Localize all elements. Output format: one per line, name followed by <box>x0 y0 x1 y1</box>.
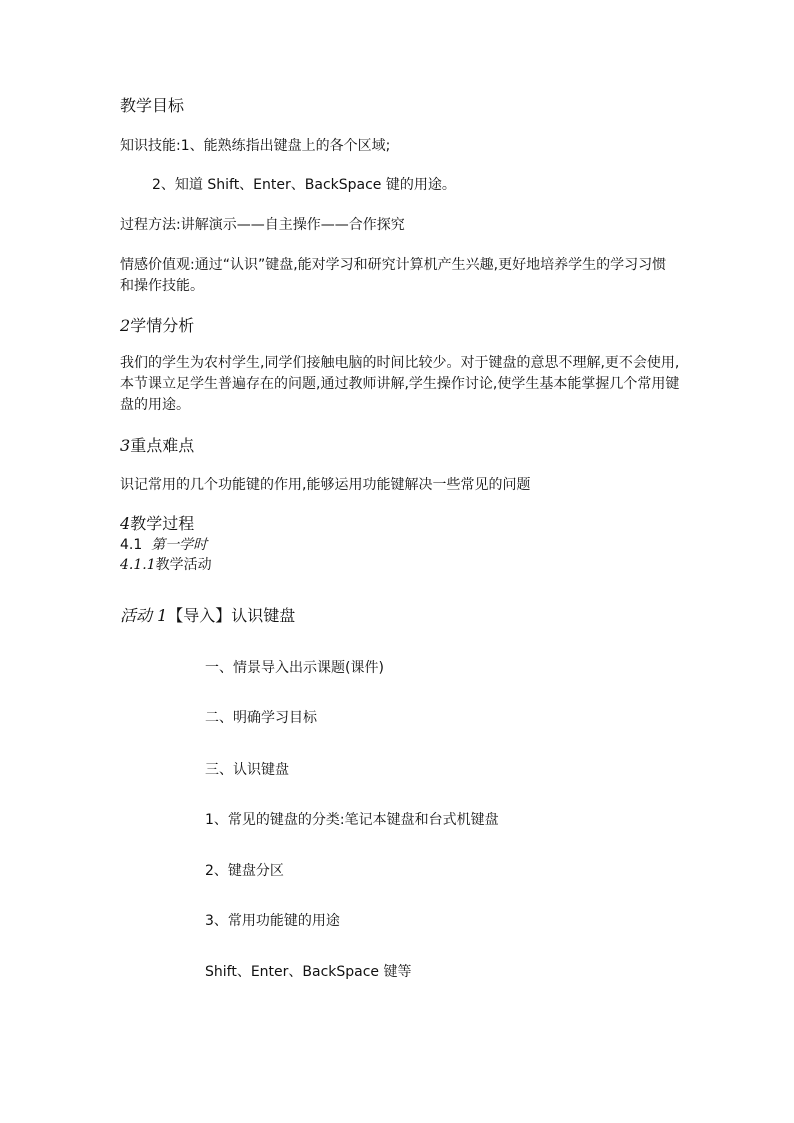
activity-prefix: 活动 1 <box>120 606 168 625</box>
section-number: 4 <box>120 514 131 533</box>
emotion-values-text: 情感价值观:通过“认识”键盘,能对学习和研究计算机产生兴趣,更好地培养学生的学习习惯和操作技能。 <box>120 257 667 294</box>
process-method-text: 过程方法:讲解演示——自主操作——合作探究 <box>120 217 405 233</box>
step-item: 二、明确学习目标 <box>205 710 317 726</box>
section-number: 3 <box>120 436 131 455</box>
step-item: 三、认识键盘 <box>205 762 289 778</box>
section-title: 学情分析 <box>130 316 195 335</box>
subsection-title: 教学活动 <box>155 557 212 573</box>
step-item: 3、常用功能键的用途 <box>205 913 340 929</box>
title-teaching-objectives: 教学目标 <box>120 96 185 115</box>
section-heading-learner-analysis <box>120 315 194 337</box>
subsection-heading-teaching-activity <box>120 555 212 576</box>
section-heading-key-points <box>120 435 194 457</box>
subsection-number: 4.1.1 <box>120 557 156 573</box>
step-item: Shift、Enter、BackSpace 键等 <box>205 964 412 980</box>
subsection-title: 第一学时 <box>151 537 208 553</box>
step-item: 1、常见的键盘的分类:笔记本键盘和台式机键盘 <box>205 812 499 828</box>
activity-heading <box>120 605 295 627</box>
knowledge-skill-text: 知识技能:1、能熟练指出键盘上的各个区域; <box>120 138 391 154</box>
step-item: 2、键盘分区 <box>205 863 284 879</box>
section-number: 2 <box>120 316 131 335</box>
section-title: 重点难点 <box>130 436 195 455</box>
subsection-heading-first-lesson <box>120 535 207 556</box>
section-title: 教学过程 <box>130 514 195 533</box>
section-heading-teaching-process <box>120 513 194 535</box>
learner-analysis-text: 我们的学生为农村学生,同学们接触电脑的时间比较少。对于键盘的意思不理解,更不会使用,本节课立足学生普遍存在的问题,通过教师讲解,学生操作讨论,使学生基本能掌握几个常用键盘的用途。 <box>120 355 680 413</box>
step-item: 一、情景导入出示课题(课件) <box>205 660 384 676</box>
knowledge-skill-item-2: 2、知道 Shift、Enter、BackSpace 键的用途。 <box>152 177 456 193</box>
subsection-number: 4.1 <box>120 537 143 553</box>
activity-title: 【导入】认识键盘 <box>167 606 296 625</box>
key-points-text: 识记常用的几个功能键的作用,能够运用功能键解决一些常见的问题 <box>120 477 531 493</box>
